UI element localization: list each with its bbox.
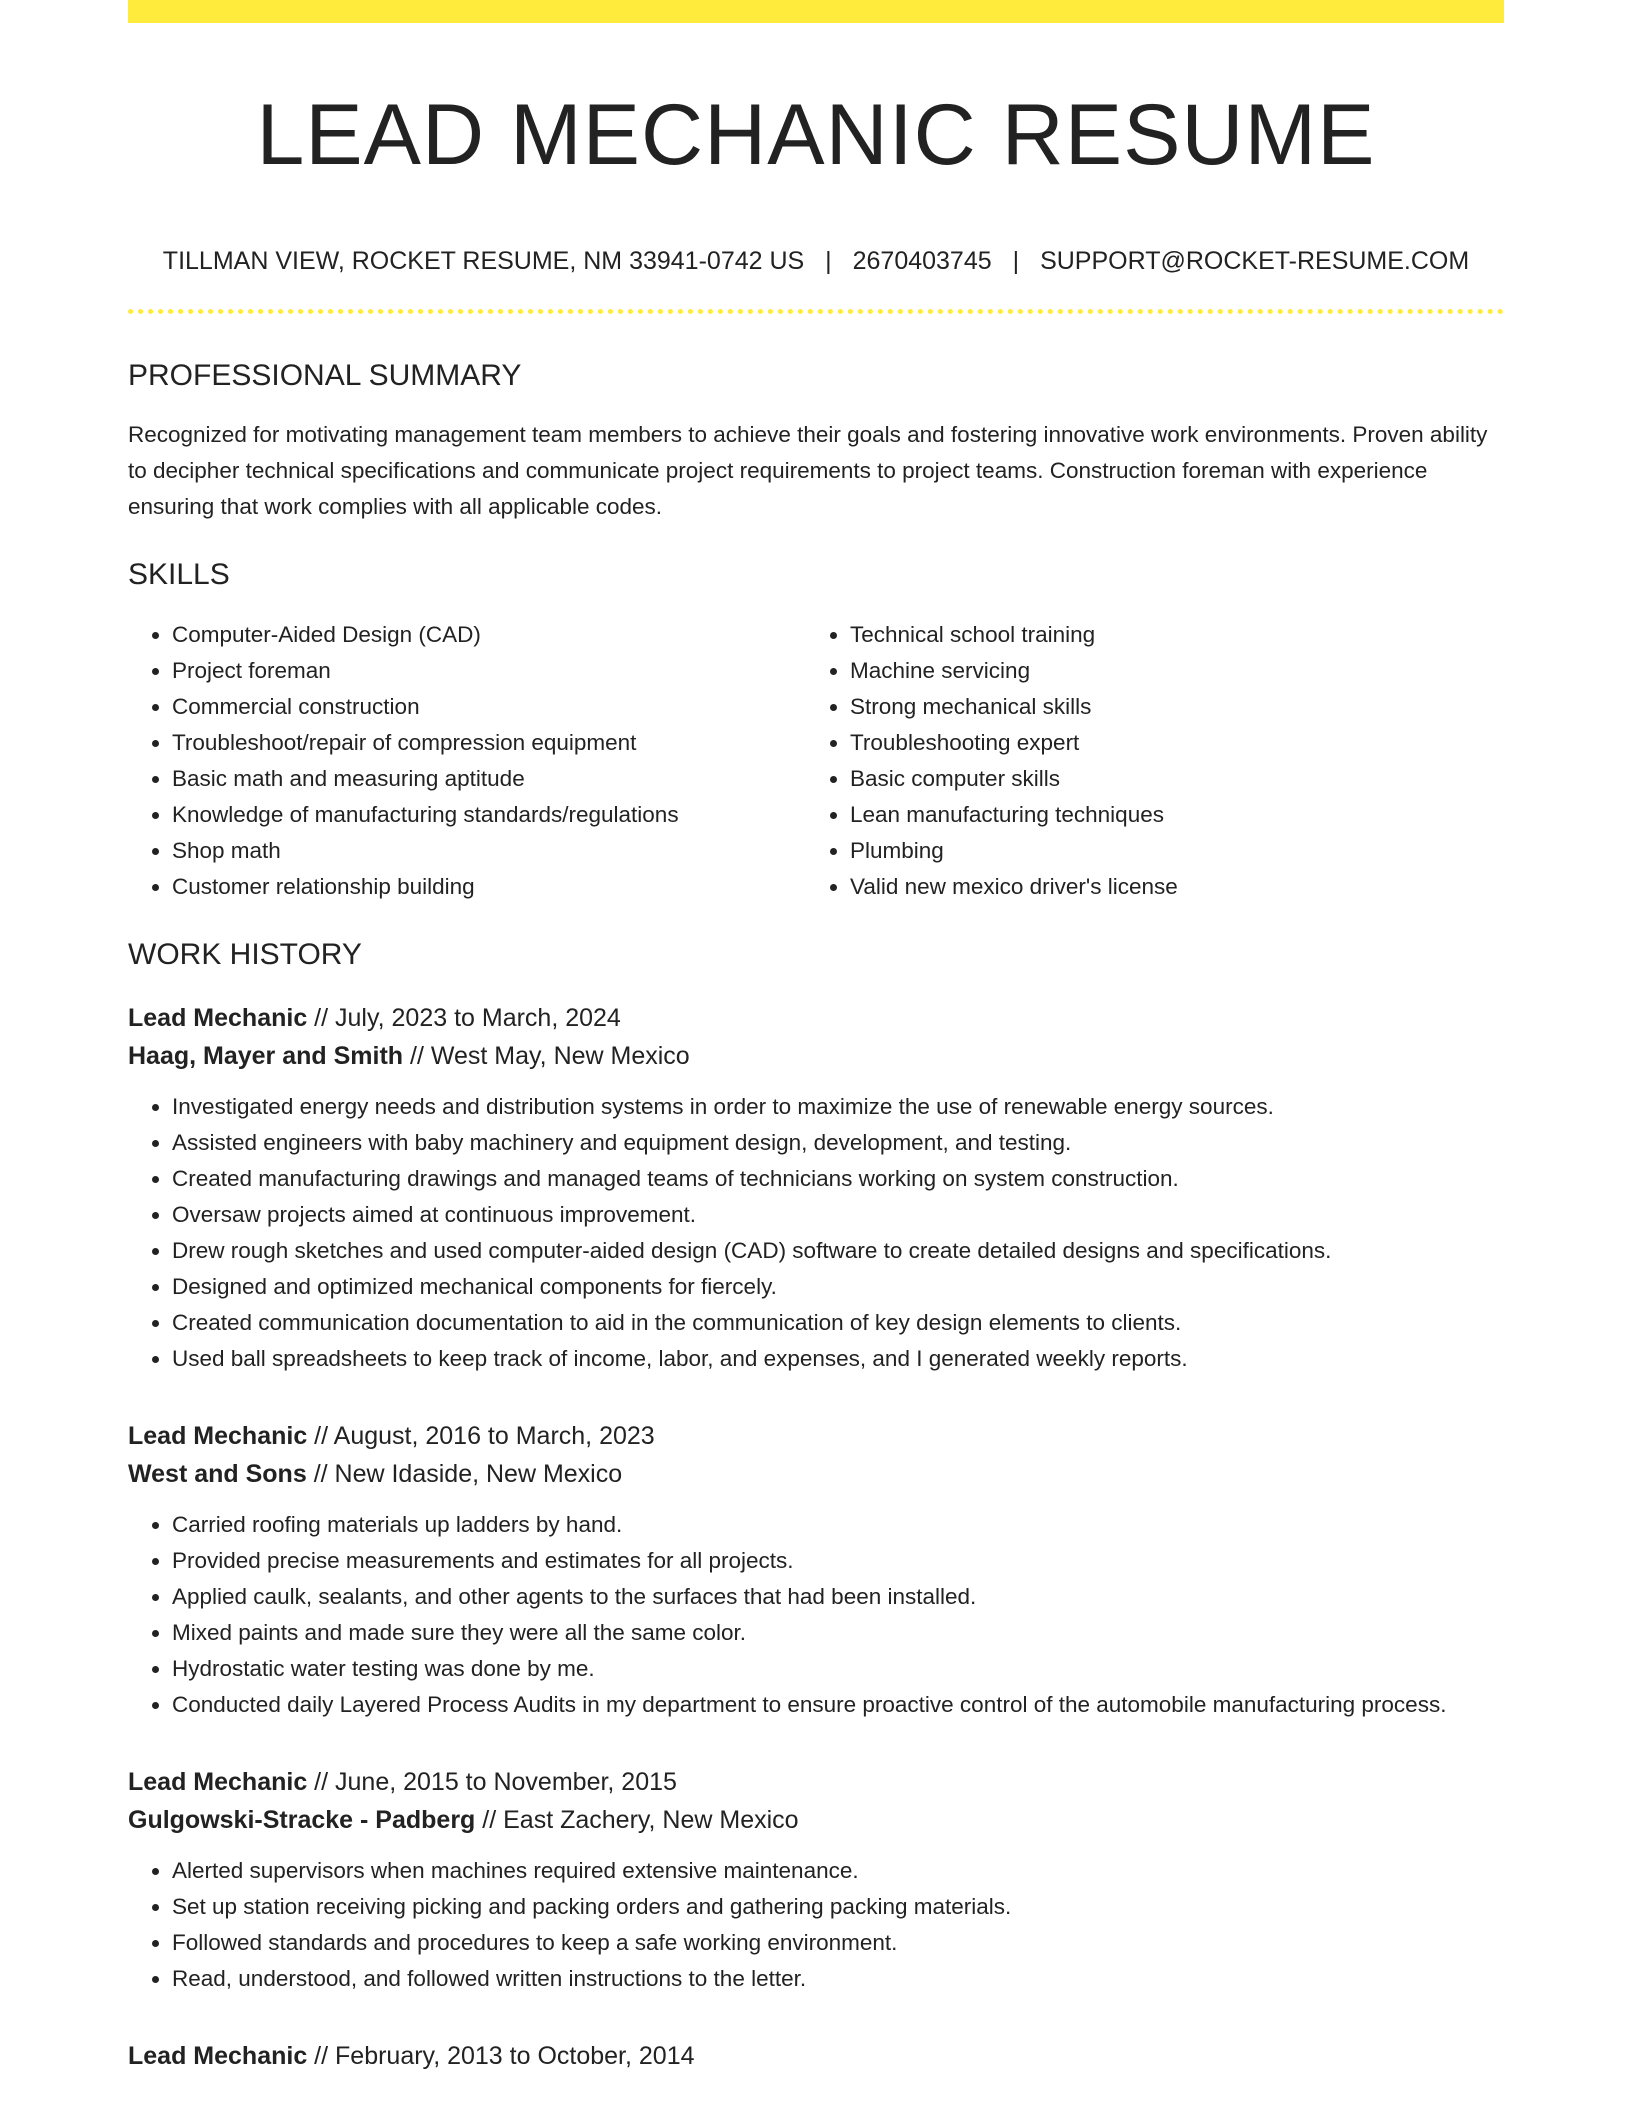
job-title: Lead Mechanic	[128, 2042, 308, 2070]
job-title-line	[128, 2037, 1504, 2075]
job-entry	[128, 999, 1504, 1377]
contact-email: SUPPORT@ROCKET-RESUME.COM	[1040, 247, 1470, 275]
duty-item: • Read, understood, and followed written instructions to the letter.	[172, 1961, 1504, 1997]
work-history-heading: WORK HISTORY	[128, 938, 362, 971]
duty-item: • Mixed paints and made sure they were all the same color.	[172, 1615, 1504, 1651]
job-company-line	[128, 1037, 1504, 1075]
job-title: Lead Mechanic	[128, 1768, 308, 1796]
summary-heading: PROFESSIONAL SUMMARY	[128, 359, 522, 392]
job-title-line	[128, 1417, 1504, 1455]
job-title-line	[128, 1763, 1504, 1801]
duty-item: • Created manufacturing drawings and managed teams of technicians working on system construction.	[172, 1161, 1504, 1197]
skill-item: • Machine servicing	[850, 653, 1490, 689]
duty-item: • Used ball spreadsheets to keep track of income, labor, and expenses, and I generated weekly reports.	[172, 1341, 1504, 1377]
skill-item: • Knowledge of manufacturing standards/regulations	[172, 797, 806, 833]
job-company: Gulgowski-Stracke - Padberg	[128, 1806, 476, 1834]
skill-item: • Project foreman	[172, 653, 806, 689]
job-company: West and Sons	[128, 1460, 307, 1488]
skill-item: • Troubleshoot/repair of compression equipment	[172, 725, 806, 761]
job-location: // West May, New Mexico	[403, 1042, 690, 1070]
skill-item: • Basic computer skills	[850, 761, 1490, 797]
job-title: Lead Mechanic	[128, 1004, 308, 1032]
contact-address: TILLMAN VIEW, ROCKET RESUME, NM 33941-0742 US	[162, 247, 805, 275]
duty-item: • Assisted engineers with baby machinery and equipment design, development, and testing.	[172, 1125, 1504, 1161]
duty-item: • Followed standards and procedures to keep a safe working environment.	[172, 1925, 1504, 1961]
job-dates: // June, 2015 to November, 2015	[307, 1768, 677, 1796]
job-duties	[128, 1507, 1504, 1723]
duty-item: • Carried roofing materials up ladders by hand.	[172, 1507, 1504, 1543]
job-dates: // February, 2013 to October, 2014	[307, 2042, 695, 2070]
duty-item: • Set up station receiving picking and packing orders and gathering packing materials.	[172, 1889, 1504, 1925]
skill-item: • Commercial construction	[172, 689, 806, 725]
contact-separator: |	[1012, 247, 1020, 275]
duty-item: • Conducted daily Layered Process Audits in my department to ensure proactive control of the automobile manufacturing process.	[172, 1687, 1504, 1723]
job-duties	[128, 1853, 1504, 1997]
job-dates: // July, 2023 to March, 2024	[307, 1004, 621, 1032]
skill-item: • Customer relationship building	[172, 869, 806, 905]
duty-item: • Investigated energy needs and distribution systems in order to maximize the use of renewable energy sources.	[172, 1089, 1504, 1125]
skill-item: • Plumbing	[850, 833, 1490, 869]
duty-item: • Provided precise measurements and estimates for all projects.	[172, 1543, 1504, 1579]
skills-columns	[128, 617, 1504, 905]
contact-line	[128, 245, 1504, 277]
skills-list-right	[806, 617, 1490, 905]
header-divider	[128, 309, 1504, 314]
skill-item: • Lean manufacturing techniques	[850, 797, 1490, 833]
job-company-line	[128, 1455, 1504, 1493]
contact-phone: 2670403745	[852, 247, 992, 275]
job-location: // New Idaside, New Mexico	[306, 1460, 623, 1488]
job-duties	[128, 1089, 1504, 1377]
skill-item: • Shop math	[172, 833, 806, 869]
duty-item: • Alerted supervisors when machines required extensive maintenance.	[172, 1853, 1504, 1889]
skill-item: • Basic math and measuring aptitude	[172, 761, 806, 797]
job-title: Lead Mechanic	[128, 1422, 308, 1450]
job-company-line	[128, 1801, 1504, 1839]
job-entry	[128, 2037, 1504, 2075]
duty-item: • Drew rough sketches and used computer-aided design (CAD) software to create detailed designs and specifications.	[172, 1233, 1504, 1269]
job-entry	[128, 1417, 1504, 1723]
duty-item: • Hydrostatic water testing was done by me.	[172, 1651, 1504, 1687]
skill-item: • Valid new mexico driver's license	[850, 869, 1490, 905]
contact-separator: |	[825, 247, 832, 275]
job-company: Haag, Mayer and Smith	[128, 1042, 404, 1070]
duty-item: • Created communication documentation to aid in the communication of key design elements to clients.	[172, 1305, 1504, 1341]
job-title-line	[128, 999, 1504, 1037]
duty-item: • Designed and optimized mechanical components for fiercely.	[172, 1269, 1504, 1305]
top-accent-bar	[128, 0, 1504, 23]
duty-item: • Oversaw projects aimed at continuous improvement.	[172, 1197, 1504, 1233]
skills-list-left	[128, 617, 806, 905]
resume-page	[128, 0, 1504, 2075]
skill-item: • Technical school training	[850, 617, 1490, 653]
duty-item: • Applied caulk, sealants, and other agents to the surfaces that had been installed.	[172, 1579, 1504, 1615]
skill-item: • Strong mechanical skills	[850, 689, 1490, 725]
summary-text: Recognized for motivating management team members to achieve their goals and fostering innovative work environments. Proven ability to decipher technical specifications and communicate project requirements to project teams. Construction foreman with experience ensuring that work complies with all applicable codes.	[128, 422, 1488, 519]
skills-heading: SKILLS	[128, 558, 230, 591]
job-dates: // August, 2016 to March, 2023	[307, 1422, 655, 1450]
job-location: // East Zachery, New Mexico	[475, 1806, 799, 1834]
skill-item: • Troubleshooting expert	[850, 725, 1490, 761]
skill-item: • Computer-Aided Design (CAD)	[172, 617, 806, 653]
resume-title: LEAD MECHANIC RESUME	[256, 87, 1376, 183]
job-entry	[128, 1763, 1504, 1997]
